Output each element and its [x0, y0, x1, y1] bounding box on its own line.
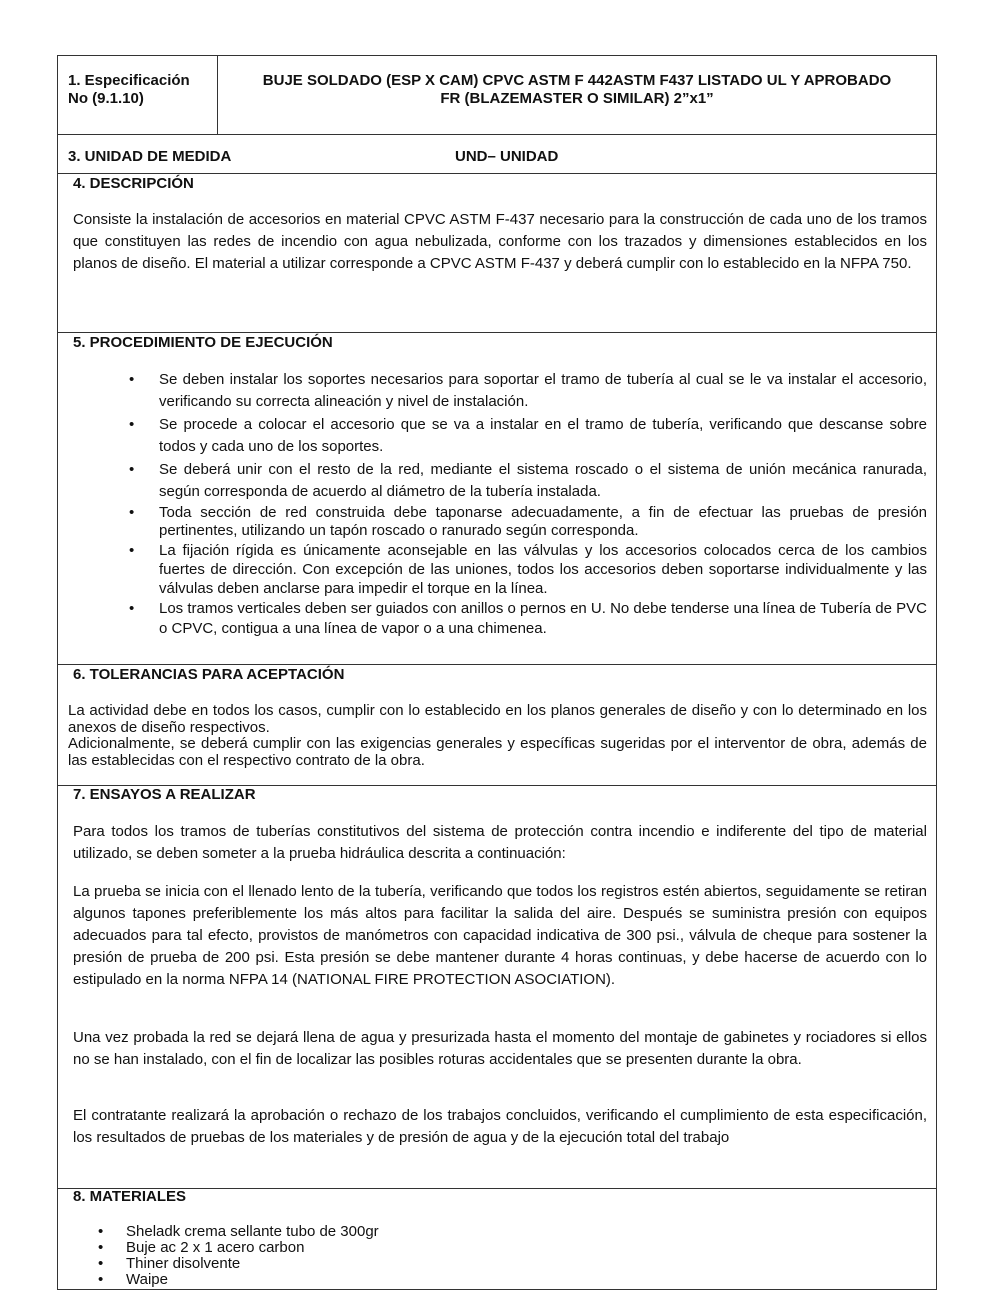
tests-para-3: Una vez probada la red se dejará llena de agua y presurizada hasta el momento del montaje de gabinetes y rociadores si ellos no se han instalado, con el fin de localizar las posibles roturas accidentales que se presenten durante la obra.	[73, 1029, 927, 1068]
description-heading: 4. DESCRIPCIÓN	[73, 175, 194, 192]
tests-para-2: La prueba se inicia con el llenado lento de la tubería, verificando que todos los registros estén abiertos, seguidamente se retiran algunos tapones preferiblemente los más altos para facilitar la salida del aire. Después se suministra presión con equipos adecuados para tal efecto, provistos de manómetros con capacidad indicativa de 300 psi., válvula de cheque para sostener la presión de prueba de 200 psi. Esta presión se debe mantener durante 4 horas continuas, y debe hacerse de acuerdo con lo estipulado en la norma NFPA 14 (NATIONAL FIRE PROTECTION ASOCIATION).	[73, 883, 927, 988]
procedure-item: • Se deberá unir con el resto de la red, mediante el sistema roscado o el sistema de unión mecánica ranurada, según corresponda de acuerdo al diámetro de la tubería instalada.	[58, 459, 936, 503]
spec-label-line1: 1. Especificación	[68, 72, 190, 89]
material-item: • Thiner disolvente	[58, 1256, 936, 1272]
materials-section	[58, 1188, 936, 1291]
description-section	[58, 173, 936, 332]
tests-para-4: El contratante realizará la aprobación o rechazo de los trabajos concluidos, verificando el cumplimiento de esta especificación, los resultados de pruebas de los materiales y de presión de agua y de la ejecución total del trabajo	[73, 1107, 927, 1146]
procedure-item: • Se procede a colocar el accesorio que se va a instalar en el tramo de tubería, verificando que descanse sobre todos y cada uno de los soportes.	[58, 414, 936, 458]
tolerances-heading: 6. TOLERANCIAS PARA ACEPTACIÓN	[73, 666, 345, 683]
material-item: • Sheladk crema sellante tubo de 300gr	[58, 1224, 936, 1240]
material-item: • Buje ac 2 x 1 acero carbon	[58, 1240, 936, 1256]
spec-number-label	[68, 72, 216, 108]
tolerances-para-1: La actividad debe en todos los casos, cumplir con lo establecido en los planos generales de diseño y con lo determinado en los anexos de diseño respectivos.	[68, 702, 927, 736]
unit-label: 3. UNIDAD DE MEDIDA	[68, 148, 232, 165]
spec-title-line2: FR (BLAZEMASTER O SIMILAR) 2”x1”	[440, 90, 714, 107]
procedure-heading: 5. PROCEDIMIENTO DE EJECUCIÓN	[73, 334, 333, 351]
procedure-item: • Se deben instalar los soportes necesarios para soportar el tramo de tubería al cual se le va instalar el accesorio, verificando su correcta alineación y nivel de instalación.	[58, 369, 936, 413]
spec-title-line1: BUJE SOLDADO (ESP X CAM) CPVC ASTM F 442ASTM F437 LISTADO UL Y APROBADO	[262, 72, 892, 89]
tests-section	[58, 785, 936, 1188]
unit-value: UND– UNIDAD	[455, 148, 559, 165]
procedure-item: • Los tramos verticales deben ser guiados con anillos o pernos en U. No debe tenderse una línea de Tubería de PVC o CPVC, contigua a una línea de vapor o a una chimenea.	[58, 599, 936, 639]
procedure-section	[58, 332, 936, 664]
spec-label-line2: No (9.1.10)	[68, 90, 144, 107]
description-text: Consiste la instalación de accesorios en material CPVC ASTM F-437 necesario para la construcción de cada uno de los tramos que constituyen las redes de incendio con agua nebulizada, conforme con los trazados y dimensiones establecidos en los planos de diseño. El material a utilizar corresponde a CPVC ASTM F-437 y deberá cumplir con lo establecido en la NFPA 750.	[73, 211, 927, 272]
procedure-item: • La fijación rígida es únicamente aconsejable en las válvulas y los accesorios colocados cerca de los cambios fuertes de dirección. Con excepción de las uniones, todos los accesorios deben soportarse individualmente y las válvulas deben anclarse para impedir el torque en la línea.	[58, 541, 936, 598]
materials-list	[58, 1224, 936, 1288]
procedure-item: • Toda sección de red construida debe taponarse adecuadamente, a fin de efectuar las pruebas de presión pertinentes, utilizando un tapón roscado o ranurado según corresponda.	[58, 504, 936, 540]
materials-heading: 8. MATERIALES	[73, 1188, 187, 1205]
procedure-list	[58, 369, 936, 639]
tolerances-para-2: Adicionalmente, se deberá cumplir con las exigencias generales y específicas sugeridas por el interventor de obra, además de las establecidas con el respectivo contrato de la obra.	[68, 735, 927, 769]
tests-heading: 7. ENSAYOS A REALIZAR	[73, 786, 256, 803]
tests-para-1: Para todos los tramos de tuberías constitutivos del sistema de protección contra incendio e indiferente del tipo de material utilizado, se deben someter a la prueba hidráulica descrita a continuación:	[73, 823, 927, 862]
spec-title	[218, 72, 936, 108]
line-after-header	[58, 134, 936, 135]
specification-sheet	[57, 55, 937, 1290]
material-item: • Waipe	[58, 1272, 936, 1288]
tolerances-section	[58, 664, 936, 785]
